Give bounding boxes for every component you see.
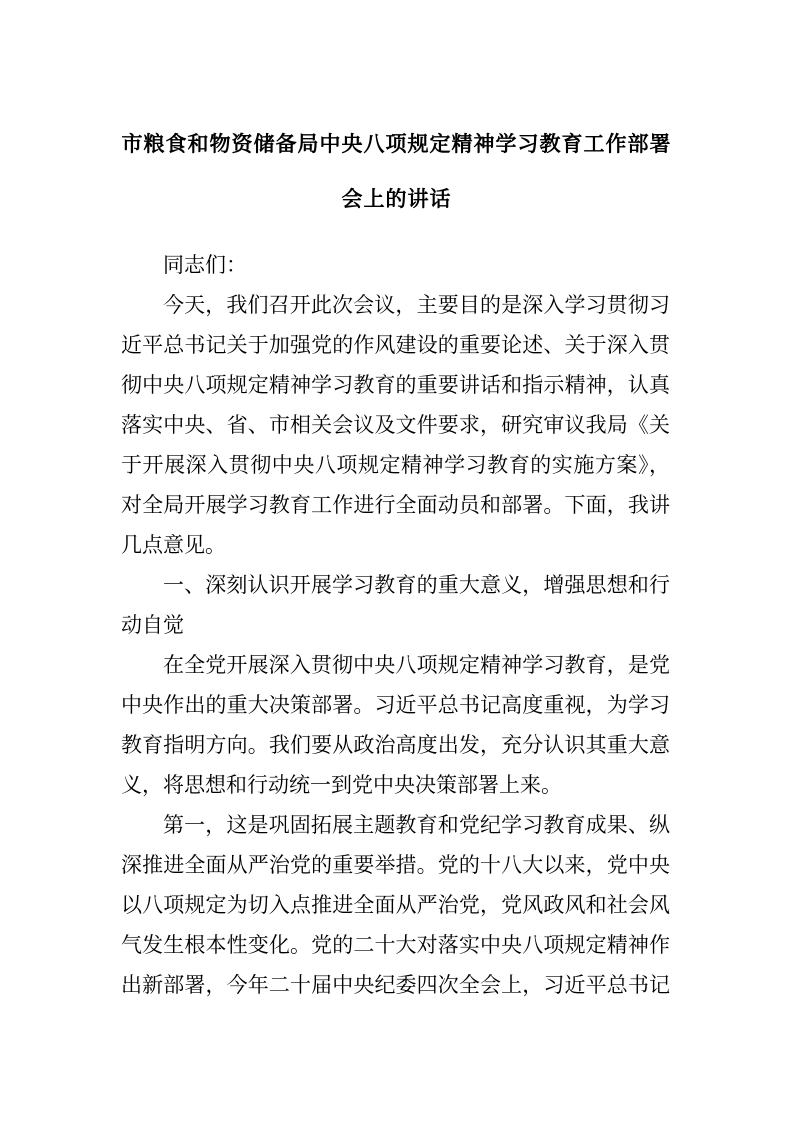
section-heading-line: 一、深刻认识开展学习教育的重大意义，增强思想和行 [163, 573, 670, 597]
body-line: 出新部署，今年二十届中央纪委四次全会上，习近平总书记 [121, 973, 670, 997]
body-line: 第一，这是巩固拓展主题教育和党纪学习教育成果、纵 [163, 813, 670, 837]
body-line: 中央作出的重大决策部署。习近平总书记高度重视，为学习 [121, 693, 670, 717]
body-line: 对全局开展学习教育工作进行全面动员和部署。下面，我讲 [121, 493, 670, 517]
body-line: 教育指明方向。我们要从政治高度出发，充分认识其重大意 [121, 733, 670, 757]
document-title-line-2: 会上的讲话 [341, 187, 452, 211]
body-line: 以八项规定为切入点推进全面从严治党，党风政风和社会风 [121, 893, 670, 917]
body-line: 深推进全面从严治党的重要举措。党的十八大以来，党中央 [121, 853, 670, 877]
body-line: 在全党开展深入贯彻中央八项规定精神学习教育，是党 [163, 653, 670, 677]
body-line: 落实中央、省、市相关会议及文件要求，研究审议我局《关 [121, 413, 670, 437]
section-heading-line: 动自觉 [121, 613, 184, 637]
salutation: 同志们： [163, 253, 247, 277]
body-line: 彻中央八项规定精神学习教育的重要讲话和指示精神，认真 [121, 373, 670, 397]
body-line: 近平总书记关于加强党的作风建设的重要论述、关于深入贯 [121, 333, 670, 357]
body-line: 今天，我们召开此次会议，主要目的是深入学习贯彻习 [163, 293, 670, 317]
body-line: 几点意见。 [121, 533, 226, 557]
document-title-line-1: 市粮食和物资储备局中央八项规定精神学习教育工作部署 [121, 132, 672, 156]
body-line: 义，将思想和行动统一到党中央决策部署上来。 [121, 773, 562, 797]
body-line: 气发生根本性变化。党的二十大对落实中央八项规定精神作 [121, 933, 670, 957]
body-line: 于开展深入贯彻中央八项规定精神学习教育的实施方案》， [121, 453, 670, 477]
